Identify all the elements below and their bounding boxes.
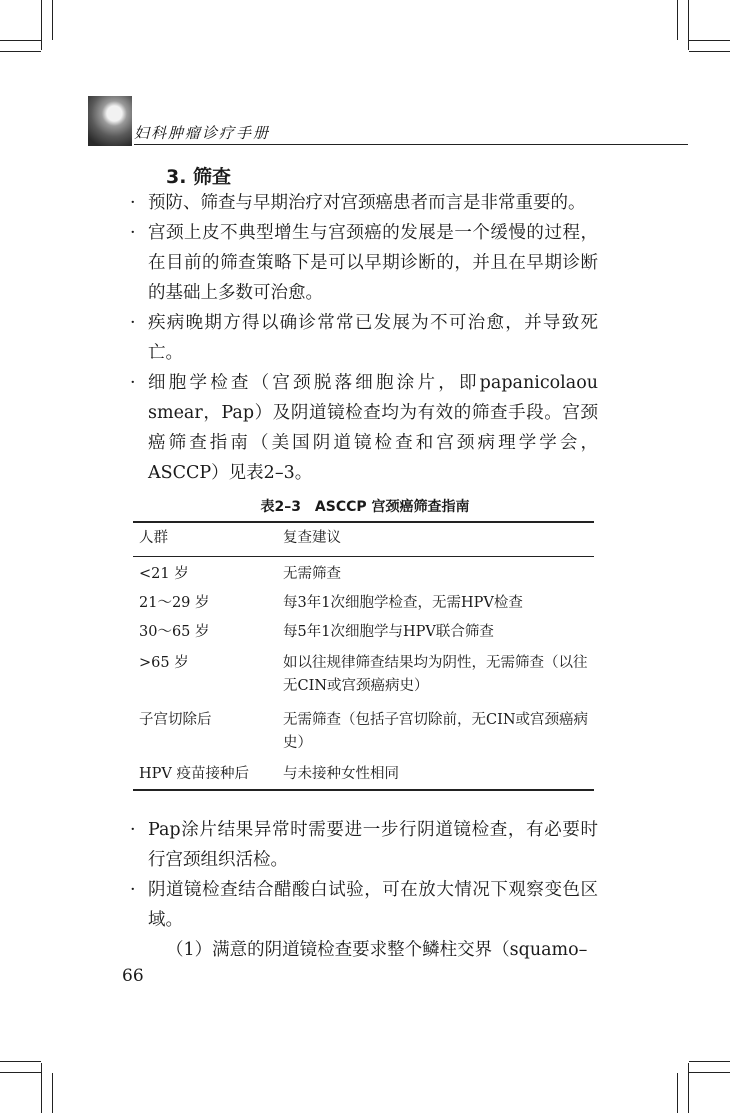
header-rule bbox=[134, 144, 688, 145]
table-caption: 表2–3 ASCCP 宫颈癌筛查指南 bbox=[260, 499, 470, 515]
table-cell: 无需筛查（包括子宫切除前，无CIN或宫颈癌病史） bbox=[283, 712, 589, 751]
crop-mark bbox=[677, 1073, 678, 1113]
bullet-item bbox=[130, 368, 598, 488]
crop-mark bbox=[688, 0, 689, 50]
table-cell: 子宫切除后 bbox=[139, 712, 212, 728]
bullet-text: 宫颈上皮不典型增生与宫颈癌的发展是一个缓慢的过程，在目前的筛查策略下是可以早期诊断的，并且在早期诊断的基础上多数可治愈。 bbox=[148, 223, 598, 303]
table-cell: 如以往规律筛查结果均为阴性，无需筛查（以往无CIN或宫颈癌病史） bbox=[283, 655, 588, 694]
crop-mark bbox=[677, 0, 678, 40]
bullet-text: 细胞学检查（宫颈脱落细胞涂片，即papanicolaou smear，Pap）及阴道镜检查均为有效的筛查手段。宫颈癌筛查指南（美国阴道镜检查和宫颈病理学学会，ASCCP）见表2–3。 bbox=[148, 373, 598, 483]
bullet-list bbox=[130, 188, 598, 488]
table-row bbox=[133, 761, 594, 789]
bullet-marker: · bbox=[130, 313, 136, 333]
table-cell: >65 岁 bbox=[139, 655, 189, 671]
running-header bbox=[88, 96, 688, 154]
table-cell: <21 岁 bbox=[139, 566, 189, 582]
bullet-text: Pap涂片结果异常时需要进一步行阴道镜检查，有必要时行宫颈组织活检。 bbox=[148, 820, 598, 870]
table-cell: 与未接种女性相同 bbox=[283, 766, 399, 782]
bullet-text: 疾病晚期方得以确诊常常已发展为不可治愈，并导致死亡。 bbox=[148, 313, 598, 363]
crop-mark bbox=[689, 1072, 730, 1073]
bullet-marker: · bbox=[130, 820, 136, 840]
table-cell: 30～65 岁 bbox=[139, 624, 210, 640]
crop-mark bbox=[0, 40, 41, 41]
table-cell: 无需筛查 bbox=[283, 566, 341, 582]
table-header-cell: 人群 bbox=[139, 530, 168, 546]
crop-mark bbox=[52, 0, 53, 40]
crop-mark bbox=[52, 1073, 53, 1113]
table-cell: 每5年1次细胞学与HPV联合筛查 bbox=[283, 624, 494, 640]
bullet-item bbox=[130, 218, 598, 308]
after-table-text bbox=[130, 815, 598, 965]
table-row bbox=[133, 617, 594, 647]
table-row bbox=[133, 705, 594, 761]
bullet-marker: · bbox=[130, 223, 136, 243]
bullet-item bbox=[130, 188, 598, 218]
table-header-cell: 复查建议 bbox=[283, 530, 341, 546]
bullet-item bbox=[130, 308, 598, 368]
bullet-marker: · bbox=[130, 193, 136, 213]
crop-mark bbox=[688, 1063, 689, 1113]
table-cell: 21～29 岁 bbox=[139, 595, 210, 611]
bullet-marker: · bbox=[130, 880, 136, 900]
book-title: 妇科肿瘤诊疗手册 bbox=[134, 124, 271, 142]
crop-mark bbox=[689, 40, 730, 41]
table-row bbox=[133, 647, 594, 705]
numbered-paragraph: （1）满意的阴道镜检查要求整个鳞柱交界（squamo– bbox=[166, 940, 588, 960]
table-bottom-rule bbox=[133, 789, 594, 791]
crop-mark bbox=[41, 0, 42, 50]
bullet-marker: · bbox=[130, 373, 136, 393]
flower-photo-icon bbox=[88, 96, 132, 146]
screening-table bbox=[133, 521, 594, 791]
table-row bbox=[133, 557, 594, 587]
crop-mark bbox=[689, 51, 730, 52]
table-cell: HPV 疫苗接种后 bbox=[139, 766, 249, 782]
table-cell: 每3年1次细胞学检查，无需HPV检查 bbox=[283, 595, 523, 611]
crop-mark bbox=[0, 51, 41, 52]
crop-mark bbox=[689, 1061, 730, 1062]
crop-mark bbox=[41, 1063, 42, 1113]
bullet-item bbox=[130, 815, 598, 875]
bullet-text: 阴道镜检查结合醋酸白试验，可在放大情况下观察变色区域。 bbox=[148, 880, 598, 930]
section-title: 3. 筛查 bbox=[166, 166, 232, 188]
page-number: 66 bbox=[122, 966, 144, 986]
table-row bbox=[133, 587, 594, 617]
table-header-row bbox=[133, 523, 594, 556]
bullet-text: 预防、筛查与早期治疗对宫颈癌患者而言是非常重要的。 bbox=[148, 193, 586, 213]
crop-mark bbox=[0, 1072, 41, 1073]
crop-mark bbox=[0, 1061, 41, 1062]
bullet-item bbox=[130, 875, 598, 935]
